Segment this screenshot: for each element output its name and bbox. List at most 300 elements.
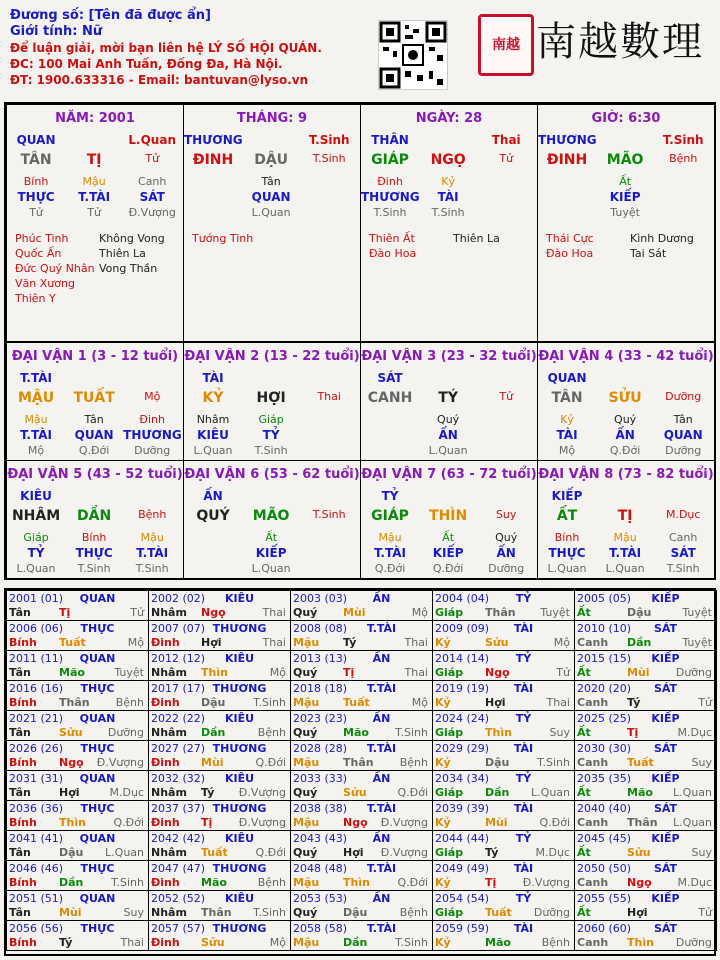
dai-van-6-r1-0: ẤN — [203, 489, 223, 503]
year-b1: Đinh — [151, 636, 180, 649]
year-t2: ẤN — [372, 592, 391, 605]
dai-van-6-r3-1: Ất — [265, 531, 278, 544]
dai-van-3-r2-2: Tử — [499, 390, 514, 403]
year-cell — [432, 800, 575, 831]
year-t1: 2057 (57) — [151, 922, 206, 935]
year-t1: 2042 (42) — [151, 832, 206, 845]
year-cell — [6, 590, 149, 621]
pillar-4-r3-1: Ất — [619, 175, 632, 188]
year-cell — [290, 830, 433, 861]
pillar-3-r1-0: THÂN — [371, 133, 409, 147]
dai-van-1-r5-0: Mộ — [27, 444, 45, 457]
year-t1: 2048 (48) — [293, 862, 348, 875]
year-b1: Giáp — [435, 906, 464, 919]
pillar-3-r4-0: THƯƠNG — [361, 190, 420, 204]
year-t2: THỰC — [80, 742, 115, 755]
year-b1: Canh — [577, 936, 609, 949]
dai-van-7-r3-2: Quý — [495, 531, 518, 544]
dai-van-5-r1-0: KIÊU — [20, 489, 52, 503]
pillar-2-r5-1: L.Quan — [251, 206, 291, 219]
year-b2: Mùi — [201, 756, 224, 769]
dai-van-5-r5 — [7, 562, 183, 578]
year-b1: Nhâm — [151, 846, 187, 859]
year-b3: Q.Đới — [397, 876, 428, 889]
year-b1: Đinh — [151, 876, 180, 889]
dai-van-5-r2-0: NHÂM — [11, 508, 61, 524]
year-t1: 2010 (10) — [577, 622, 632, 635]
dai-van-3-r5 — [361, 444, 537, 460]
year-t2: SÁT — [653, 742, 678, 755]
address: ĐC: 100 Mai Anh Tuấn, Đống Đa, Hà Nội. — [10, 57, 283, 71]
year-b2: Ngọ — [201, 606, 226, 619]
dai-van-4-r2-2: Dưỡng — [665, 390, 702, 403]
year-b1: Quý — [293, 726, 318, 739]
star-item: Kình Dương — [630, 232, 694, 245]
pillar-1-cell — [6, 104, 184, 342]
year-t1: 2027 (27) — [151, 742, 206, 755]
year-b2: Thìn — [627, 936, 654, 949]
year-b1: Tân — [9, 666, 31, 679]
year-t1: 2045 (45) — [577, 832, 632, 845]
year-t1: 2023 (23) — [293, 712, 348, 725]
pillar-3-r4 — [361, 190, 537, 206]
dai-van-1-r5-2: Dưỡng — [134, 444, 171, 457]
year-cell — [148, 620, 291, 651]
year-cell — [290, 710, 433, 741]
year-b3: Bệnh — [257, 876, 286, 889]
year-b1: Nhâm — [151, 666, 187, 679]
year-cell — [6, 860, 149, 891]
year-t2: TÀI — [513, 862, 534, 875]
year-t1: 2014 (14) — [435, 652, 490, 665]
year-b2: Tị — [627, 726, 639, 739]
year-b2: Thìn — [59, 816, 86, 829]
pillar-2-title: THÁNG: 9 — [236, 111, 308, 126]
year-b3: Thai — [404, 666, 428, 679]
year-b1: Tân — [9, 846, 31, 859]
year-b1: Ất — [577, 786, 591, 799]
year-b3: Tử — [698, 696, 712, 709]
year-t2: KIẾP — [651, 832, 680, 845]
dai-van-3-cell — [360, 342, 538, 461]
year-cell — [574, 710, 717, 741]
pillar-2-r1-0: THƯƠNG — [184, 133, 243, 147]
year-cell — [6, 800, 149, 831]
year-cell — [6, 650, 149, 681]
year-b2: Ngọ — [485, 666, 510, 679]
dai-van-7-r3-1: Ất — [442, 531, 455, 544]
dai-van-1-r3-0: Mậu — [24, 413, 48, 426]
year-b3: Bệnh — [399, 906, 428, 919]
dai-van-5-r3 — [7, 531, 183, 547]
year-cell — [432, 590, 575, 621]
pillar-2-r2 — [184, 152, 360, 168]
year-b1: Giáp — [435, 846, 464, 859]
dai-van-4-r1 — [538, 371, 714, 387]
year-b2: Thân — [59, 696, 90, 709]
year-b3: T.Sinh — [253, 906, 286, 919]
year-b3: Dưỡng — [675, 666, 712, 679]
year-t2: QUAN — [79, 712, 116, 725]
pillar-2-r4-1: QUAN — [251, 190, 291, 204]
year-b2: Thân — [201, 906, 232, 919]
dai-van-3-title: ĐẠI VẬN 3 (23 - 32 tuổi) — [361, 349, 537, 364]
year-t2: KIẾP — [651, 652, 680, 665]
dai-van-4-r5-0: Mộ — [558, 444, 576, 457]
year-t1: 2016 (16) — [9, 682, 64, 695]
year-b3: Dưỡng — [533, 906, 570, 919]
year-t2: T.TÀI — [366, 862, 397, 875]
year-b2: Sửu — [627, 846, 651, 859]
year-b1: Quý — [293, 786, 318, 799]
dai-van-3-r4-1: ẤN — [438, 428, 458, 442]
year-b2: Mão — [201, 876, 227, 889]
year-b3: Mộ — [411, 696, 428, 709]
pillar-2-r5 — [184, 206, 360, 222]
year-b1: Bính — [9, 876, 37, 889]
dai-van-2-cell — [183, 342, 361, 461]
year-t2: TỶ — [515, 832, 532, 845]
year-t1: 2046 (46) — [9, 862, 64, 875]
pillar-4-r1-2: T.Sinh — [662, 133, 704, 147]
year-t1: 2013 (13) — [293, 652, 348, 665]
pillar-4-r4 — [538, 190, 714, 206]
year-b2: Mão — [627, 786, 653, 799]
pillar-4-r3 — [538, 175, 714, 191]
year-b2: Mùi — [627, 666, 650, 679]
dai-van-8-r3-2: Canh — [669, 531, 698, 544]
year-b3: Đ.Vượng — [238, 786, 286, 799]
dai-van-5-title: ĐẠI VẬN 5 (43 - 52 tuổi) — [7, 467, 183, 482]
year-cell — [290, 680, 433, 711]
year-t1: 2008 (08) — [293, 622, 348, 635]
year-b3: Suy — [691, 846, 712, 859]
year-b1: Kỷ — [435, 696, 451, 709]
dai-van-7-r2-2: Suy — [495, 508, 517, 521]
year-b2: Dậu — [627, 606, 652, 619]
year-t1: 2026 (26) — [9, 742, 64, 755]
year-t1: 2035 (35) — [577, 772, 632, 785]
year-t1: 2005 (05) — [577, 592, 632, 605]
dai-van-7-r1 — [361, 489, 537, 505]
year-b3: L.Quan — [673, 786, 712, 799]
year-t2: KIÊU — [224, 892, 255, 905]
brand-logo: 南越數理 — [536, 19, 704, 65]
dai-van-2-r3 — [184, 413, 360, 429]
dai-van-6-r4-1: KIẾP — [255, 546, 287, 560]
year-b1: Đinh — [151, 816, 180, 829]
year-b3: T.Sinh — [111, 876, 144, 889]
year-t2: TÀI — [513, 802, 534, 815]
year-cell — [148, 770, 291, 801]
year-b2: Tuất — [201, 846, 228, 859]
dai-van-2-r4-0: KIÊU — [197, 428, 229, 442]
year-b2: Mão — [343, 726, 369, 739]
dai-van-8-r4-0: THỰC — [548, 546, 586, 560]
year-b2: Tý — [59, 936, 73, 949]
year-b2: Hợi — [59, 786, 80, 799]
star-item: Quốc Ấn — [15, 247, 62, 260]
year-b3: Q.Đới — [539, 816, 570, 829]
year-cell — [148, 650, 291, 681]
year-t1: 2032 (32) — [151, 772, 206, 785]
year-b3: Dưỡng — [107, 726, 144, 739]
dai-van-6-r3 — [184, 531, 360, 547]
year-b2: Dậu — [343, 906, 368, 919]
dai-van-6-r5 — [184, 562, 360, 578]
year-b3: M.Dục — [535, 846, 570, 859]
year-t2: KIẾP — [651, 592, 680, 605]
dai-van-1-r4-1: QUAN — [74, 428, 114, 442]
year-cell — [574, 620, 717, 651]
year-cell — [148, 800, 291, 831]
year-t2: SÁT — [653, 622, 678, 635]
pillar-4-title: GIỜ: 6:30 — [591, 111, 661, 126]
year-b2: Hợi — [627, 906, 648, 919]
year-t1: 2041 (41) — [9, 832, 64, 845]
year-t2: THƯƠNG — [212, 682, 267, 695]
dai-van-4-title: ĐẠI VẬN 4 (33 - 42 tuổi) — [538, 349, 714, 364]
dai-van-3-r3-1: Quý — [437, 413, 460, 426]
dai-van-7-r3 — [361, 531, 537, 547]
year-t1: 2038 (38) — [293, 802, 348, 815]
pillar-4-cell — [537, 104, 715, 342]
star-item: Đức Quý Nhân — [15, 262, 95, 275]
dai-van-1-r3-2: Đinh — [139, 413, 165, 426]
year-b1: Mậu — [293, 876, 320, 889]
dai-van-4-r5-2: Dưỡng — [665, 444, 702, 457]
year-t2: ẤN — [372, 712, 391, 725]
year-b3: Thai — [546, 696, 570, 709]
pillar-1-r2-0: TÂN — [20, 152, 52, 168]
year-b1: Giáp — [435, 606, 464, 619]
dai-van-2-r2-2: Thai — [317, 390, 341, 403]
year-b2: Dần — [201, 726, 226, 739]
pillar-4-r5-1: Tuyệt — [610, 206, 640, 219]
pillar-4-r5 — [538, 206, 714, 222]
year-t2: THƯƠNG — [212, 802, 267, 815]
dai-van-7-r4-2: ẤN — [496, 546, 516, 560]
year-b3: L.Quan — [673, 816, 712, 829]
year-t2: SÁT — [653, 862, 678, 875]
pillar-3-title: NGÀY: 28 — [415, 111, 483, 126]
year-cell — [432, 770, 575, 801]
dai-van-6-r2-0: QUÝ — [196, 508, 230, 524]
year-t2: KIẾP — [651, 772, 680, 785]
year-cell — [432, 710, 575, 741]
dai-van-6-r4 — [184, 546, 360, 562]
dai-van-2-r1-0: TÀI — [202, 371, 224, 385]
year-b2: Hợi — [343, 846, 364, 859]
year-b1: Mậu — [293, 816, 320, 829]
dai-van-4-r4 — [538, 428, 714, 444]
year-t2: ẤN — [372, 892, 391, 905]
year-b2: Dậu — [201, 696, 226, 709]
star-item: Phúc Tinh — [15, 232, 69, 245]
year-b3: Q.Đới — [255, 846, 286, 859]
year-t2: T.TÀI — [366, 622, 397, 635]
year-b1: Đinh — [151, 936, 180, 949]
dai-van-5-r2-1: DẦN — [77, 508, 112, 524]
year-t2: THƯƠNG — [212, 862, 267, 875]
dai-van-5-r5-1: T.Sinh — [77, 562, 111, 575]
year-b1: Tân — [9, 726, 31, 739]
year-cell — [6, 710, 149, 741]
star-item: Văn Xương — [15, 277, 75, 290]
pillar-3-r5-1: T.Sinh — [431, 206, 465, 219]
owner-name: Đương số: [Tên đã được ẩn] — [10, 8, 211, 23]
gender: Giới tính: Nữ — [10, 24, 103, 39]
year-b1: Canh — [577, 816, 609, 829]
pillar-chart — [4, 102, 716, 580]
year-b1: Nhâm — [151, 906, 187, 919]
year-t1: 2025 (25) — [577, 712, 632, 725]
year-cell — [6, 830, 149, 861]
year-b2: Sửu — [343, 786, 367, 799]
year-b1: Quý — [293, 846, 318, 859]
year-t1: 2020 (20) — [577, 682, 632, 695]
year-b2: Ngọ — [343, 816, 368, 829]
year-b3: Tử — [556, 666, 570, 679]
dai-van-1-r1 — [7, 371, 183, 387]
year-t2: KIẾP — [651, 892, 680, 905]
dai-van-1-r3 — [7, 413, 183, 429]
star-item: Thiên La — [99, 247, 146, 260]
dai-van-8-r4 — [538, 546, 714, 562]
year-b3: Đ.Vượng — [380, 846, 428, 859]
dai-van-8-r5-1: L.Quan — [605, 562, 645, 575]
year-cell — [6, 680, 149, 711]
year-b2: Hợi — [201, 636, 222, 649]
pillar-2-r1-2: T.Sinh — [308, 133, 350, 147]
year-b3: L.Quan — [105, 846, 144, 859]
year-b1: Quý — [293, 906, 318, 919]
year-t1: 2033 (33) — [293, 772, 348, 785]
year-t1: 2021 (21) — [9, 712, 64, 725]
year-t1: 2022 (22) — [151, 712, 206, 725]
year-b2: Mùi — [59, 906, 82, 919]
dai-van-5-r3-0: Giáp — [23, 531, 49, 544]
year-t2: TỶ — [515, 592, 532, 605]
year-b3: Đ.Vượng — [96, 756, 144, 769]
dai-van-1-r4-0: T.TÀI — [20, 428, 52, 442]
year-b3: Tuyệt — [682, 606, 712, 619]
year-cell — [148, 710, 291, 741]
year-cell — [6, 740, 149, 771]
year-t1: 2055 (55) — [577, 892, 632, 905]
year-b2: Thân — [485, 606, 516, 619]
pillar-4-r1-0: THƯƠNG — [538, 133, 597, 147]
year-b2: Thìn — [201, 666, 228, 679]
star-item: Thái Cực — [546, 232, 594, 245]
dai-van-6-title: ĐẠI VẬN 6 (53 - 62 tuổi) — [184, 467, 360, 482]
pillar-4-r2-2: Bệnh — [669, 152, 698, 165]
year-t2: ẤN — [372, 772, 391, 785]
year-t2: KIẾP — [651, 712, 680, 725]
dai-van-4-r3 — [538, 413, 714, 429]
year-b2: Tị — [201, 816, 213, 829]
year-t2: QUAN — [79, 832, 116, 845]
year-b1: Tân — [9, 606, 31, 619]
dai-van-5-r2 — [7, 508, 183, 524]
pillar-1-r1-2: L.Quan — [128, 133, 176, 147]
year-cell — [6, 920, 149, 951]
year-cell — [290, 890, 433, 921]
year-b1: Bính — [9, 756, 37, 769]
year-cell — [432, 740, 575, 771]
year-b1: Tân — [9, 786, 31, 799]
pillar-3-r3 — [361, 175, 537, 191]
year-t2: TÀI — [513, 922, 534, 935]
year-b3: Tử — [698, 906, 712, 919]
year-b1: Nhâm — [151, 726, 187, 739]
dai-van-2-r3-0: Nhâm — [196, 413, 230, 426]
pillar-3-r1-2: Thai — [491, 133, 521, 147]
year-b2: Mùi — [485, 816, 508, 829]
year-t2: KIÊU — [224, 652, 255, 665]
dai-van-2-title: ĐẠI VẬN 2 (13 - 22 tuổi) — [184, 349, 360, 364]
year-b3: T.Sinh — [395, 936, 428, 949]
year-b2: Thìn — [485, 726, 512, 739]
year-b1: Quý — [293, 666, 318, 679]
year-b2: Dậu — [59, 846, 84, 859]
year-b1: Bính — [9, 816, 37, 829]
pillar-2-r2-0: ĐINH — [192, 152, 234, 168]
pillar-4-r4-1: KIẾP — [609, 190, 641, 204]
year-b2: Tý — [485, 846, 499, 859]
pillar-3-r3-1: Kỷ — [441, 175, 455, 188]
year-b2: Sửu — [485, 636, 509, 649]
year-b2: Thìn — [343, 876, 370, 889]
year-b1: Mậu — [293, 936, 320, 949]
dai-van-1-cell — [6, 342, 184, 461]
year-b1: Đinh — [151, 756, 180, 769]
dai-van-7-r3-0: Mậu — [378, 531, 402, 544]
year-t2: THỰC — [80, 862, 115, 875]
dai-van-8-r1-0: KIẾP — [551, 489, 583, 503]
dai-van-4-r2-1: SỬU — [608, 390, 642, 406]
pillar-2-r2-1: DẬU — [254, 152, 289, 168]
year-cell — [432, 620, 575, 651]
year-b1: Kỷ — [435, 636, 451, 649]
star-item: Tai Sát — [630, 247, 667, 260]
year-b3: Tuyệt — [540, 606, 570, 619]
year-b3: Thai — [404, 636, 428, 649]
year-cell — [6, 890, 149, 921]
year-b1: Mậu — [293, 696, 320, 709]
year-t1: 2049 (49) — [435, 862, 490, 875]
dai-van-8-r2-0: ẤT — [556, 508, 578, 524]
year-cell — [148, 740, 291, 771]
year-t2: T.TÀI — [366, 922, 397, 935]
pillar-1-r1 — [7, 133, 183, 149]
year-t1: 2015 (15) — [577, 652, 632, 665]
pillar-3-r2-0: GIÁP — [371, 152, 409, 168]
year-b1: Kỷ — [435, 876, 451, 889]
dai-van-3-r1-0: SÁT — [377, 371, 403, 385]
year-b2: Dậu — [485, 756, 510, 769]
dai-van-1-title: ĐẠI VẬN 1 (3 - 12 tuổi) — [11, 349, 179, 364]
star-item: Thiên Ất — [369, 232, 415, 245]
year-t2: TỶ — [515, 772, 532, 785]
year-cell — [148, 920, 291, 951]
year-b2: Tuất — [485, 906, 512, 919]
year-b3: Bệnh — [541, 936, 570, 949]
year-t2: SÁT — [653, 802, 678, 815]
pillar-1-r4 — [7, 190, 183, 206]
year-b3: L.Quan — [531, 786, 570, 799]
dai-van-7-r1-0: TỶ — [381, 489, 399, 503]
